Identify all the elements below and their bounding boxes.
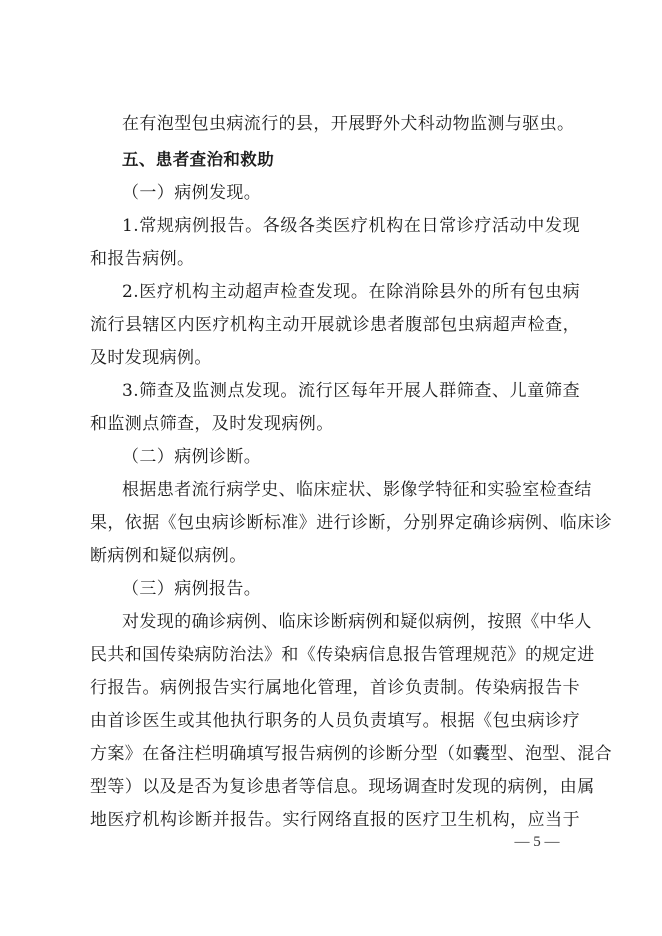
paragraph-line: 3.筛查及监测点发现。流行区每年开展人群筛查、儿童筛查 [122,381,580,401]
paragraph-line: 在有泡型包虫病流行的县，开展野外犬科动物监测与驱虫。 [122,114,575,134]
paragraph-line: 2.医疗机构主动超声检查发现。在除消除县外的所有包虫病 [122,282,580,302]
paragraph-line: 民共和国传染病防治法》和《传染病信息报告管理规范》的规定进 [90,645,595,665]
paragraph-line: 果，依据《包虫病诊断标准》进行诊断，分别界定确诊病例、临床诊 [90,513,612,533]
paragraph-line: 行报告。病例报告实行属地化管理，首诊负责制。传染病报告卡 [90,678,580,698]
paragraph-line: 流行县辖区内医疗机构主动开展就诊患者腹部包虫病超声检查， [90,315,580,335]
paragraph-line: 地医疗机构诊断并报告。实行网络直报的医疗卫生机构，应当于 [90,810,580,830]
paragraph-line: 及时发现病例。 [90,348,212,368]
subsection-heading: （二）病例诊断。 [122,447,262,467]
subsection-heading: （一）病例发现。 [122,183,262,203]
paragraph-line: 由首诊医生或其他执行职务的人员负责填写。根据《包虫病诊疗 [90,711,580,731]
page-number: — 5 — [514,834,560,850]
paragraph-line: 1.常规病例报告。各级各类医疗机构在日常诊疗活动中发现 [122,216,580,236]
paragraph-line: 型等）以及是否为复诊患者等信息。现场调查时发现的病例，由属 [90,777,595,797]
subsection-heading: （三）病例报告。 [122,579,262,599]
paragraph-line: 断病例和疑似病例。 [90,546,247,566]
paragraph-line: 对发现的确诊病例、临床诊断病例和疑似病例，按照《中华人 [122,612,592,632]
paragraph-line: 和报告病例。 [90,249,195,269]
paragraph-line: 和监测点筛查，及时发现病例。 [90,414,334,434]
paragraph-line: 根据患者流行病学史、临床症状、影像学特征和实验室检查结 [122,480,592,500]
section-heading: 五、患者查治和救助 [122,150,275,169]
paragraph-line: 方案》在备注栏明确填写报告病例的诊断分型（如囊型、泡型、混合 [90,744,612,764]
